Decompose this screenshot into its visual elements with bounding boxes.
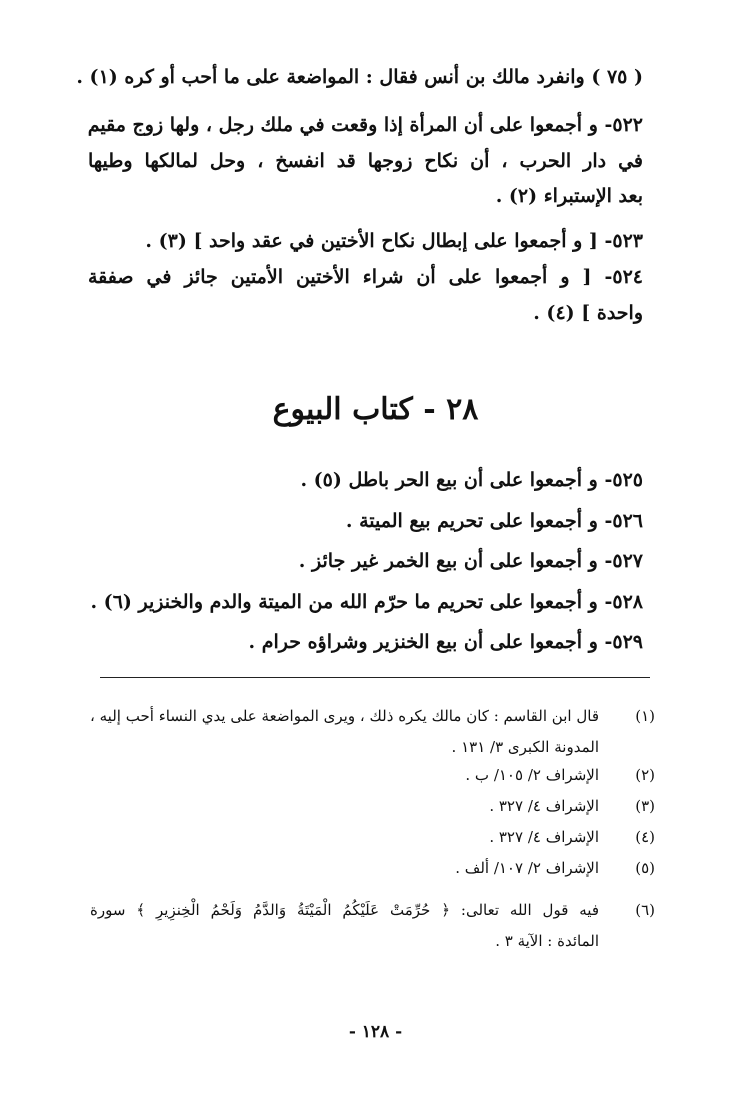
text-line: واحدة ] (٤) . (533, 302, 643, 324)
page-number: - ١٢٨ - (348, 1022, 403, 1042)
footnote-text: فيه قول الله تعالى: ﴿ حُرِّمَتْ عَلَيْكُمُ الْمَيْتَةُ وَالدَّمُ وَلَحْمُ الْخِنزِيرِ ﴾ سورة (90, 901, 599, 919)
footnote-number: (١) (635, 707, 655, 725)
footnote-text: الإشراف ٤/ ٣٢٧ . (489, 828, 599, 846)
footnote (90, 898, 655, 922)
text-line: ٥٢٢- و أجمعوا على أن المرأة إذا وقعت في ملك رجل ، ولها زوج مقيم (87, 114, 643, 136)
footnote (489, 794, 655, 818)
footnote-number: (٢) (635, 766, 655, 784)
entry-line: ٥٢٧- و أجمعوا على أن بيع الخمر غير جائز . (298, 550, 643, 572)
footnote-text: الإشراف ٤/ ٣٢٧ . (489, 797, 599, 815)
footnote-divider (100, 677, 650, 678)
footnote (455, 856, 655, 880)
footnote (489, 825, 655, 849)
entry-line: ٥٢٥- و أجمعوا على أن بيع الحر باطل (٥) . (300, 469, 643, 491)
footnote-number: (٦) (635, 901, 655, 919)
footnote-text: الإشراف ٢/ ١٠٧/ ألف . (455, 859, 599, 877)
footnote-text: الإشراف ٢/ ١٠٥/ ب . (465, 766, 599, 784)
footnote-text: قال ابن القاسم : كان مالك يكره ذلك ، ويرى المواضعة على يدي النساء أحب إليه ، (90, 707, 599, 725)
entry-line: ٥٢٨- و أجمعوا على تحريم ما حرّم الله من الميتة والدم والخنزير (٦) . (90, 591, 643, 613)
footnote-number: (٤) (635, 828, 655, 846)
text-line: ( ٧٥ ) وانفرد مالك بن أنس فقال : المواضعة على ما أحب أو كره (١) . (76, 66, 643, 88)
footnote-continuation: المدونة الكبرى ٣/ ١٣١ . (451, 738, 599, 756)
footnote-number: (٥) (635, 859, 655, 877)
chapter-heading: ٢٨ - كتاب البيوع (272, 392, 479, 427)
text-line: بعد الإستبراء (٢) . (495, 185, 643, 207)
text-line: ٥٢٣- [ و أجمعوا على إبطال نكاح الأختين في عقد واحد ] (٣) . (145, 230, 643, 252)
entry-line: ٥٢٦- و أجمعوا على تحريم بيع الميتة . (345, 510, 643, 532)
entry-line: ٥٢٩- و أجمعوا على أن بيع الخنزير وشراؤه حرام . (248, 631, 643, 653)
footnote-number: (٣) (635, 797, 655, 815)
footnote-continuation: المائدة : الآية ٣ . (495, 932, 599, 950)
footnote (465, 763, 655, 787)
text-line: في دار الحرب ، أن نكاح زوجها قد انفسخ ، وحل لمالكها وطيها (88, 150, 643, 172)
text-line: ٥٢٤- [ و أجمعوا على أن شراء الأختين الأمتين جائز في صفقة (88, 266, 643, 288)
footnote (90, 704, 655, 728)
